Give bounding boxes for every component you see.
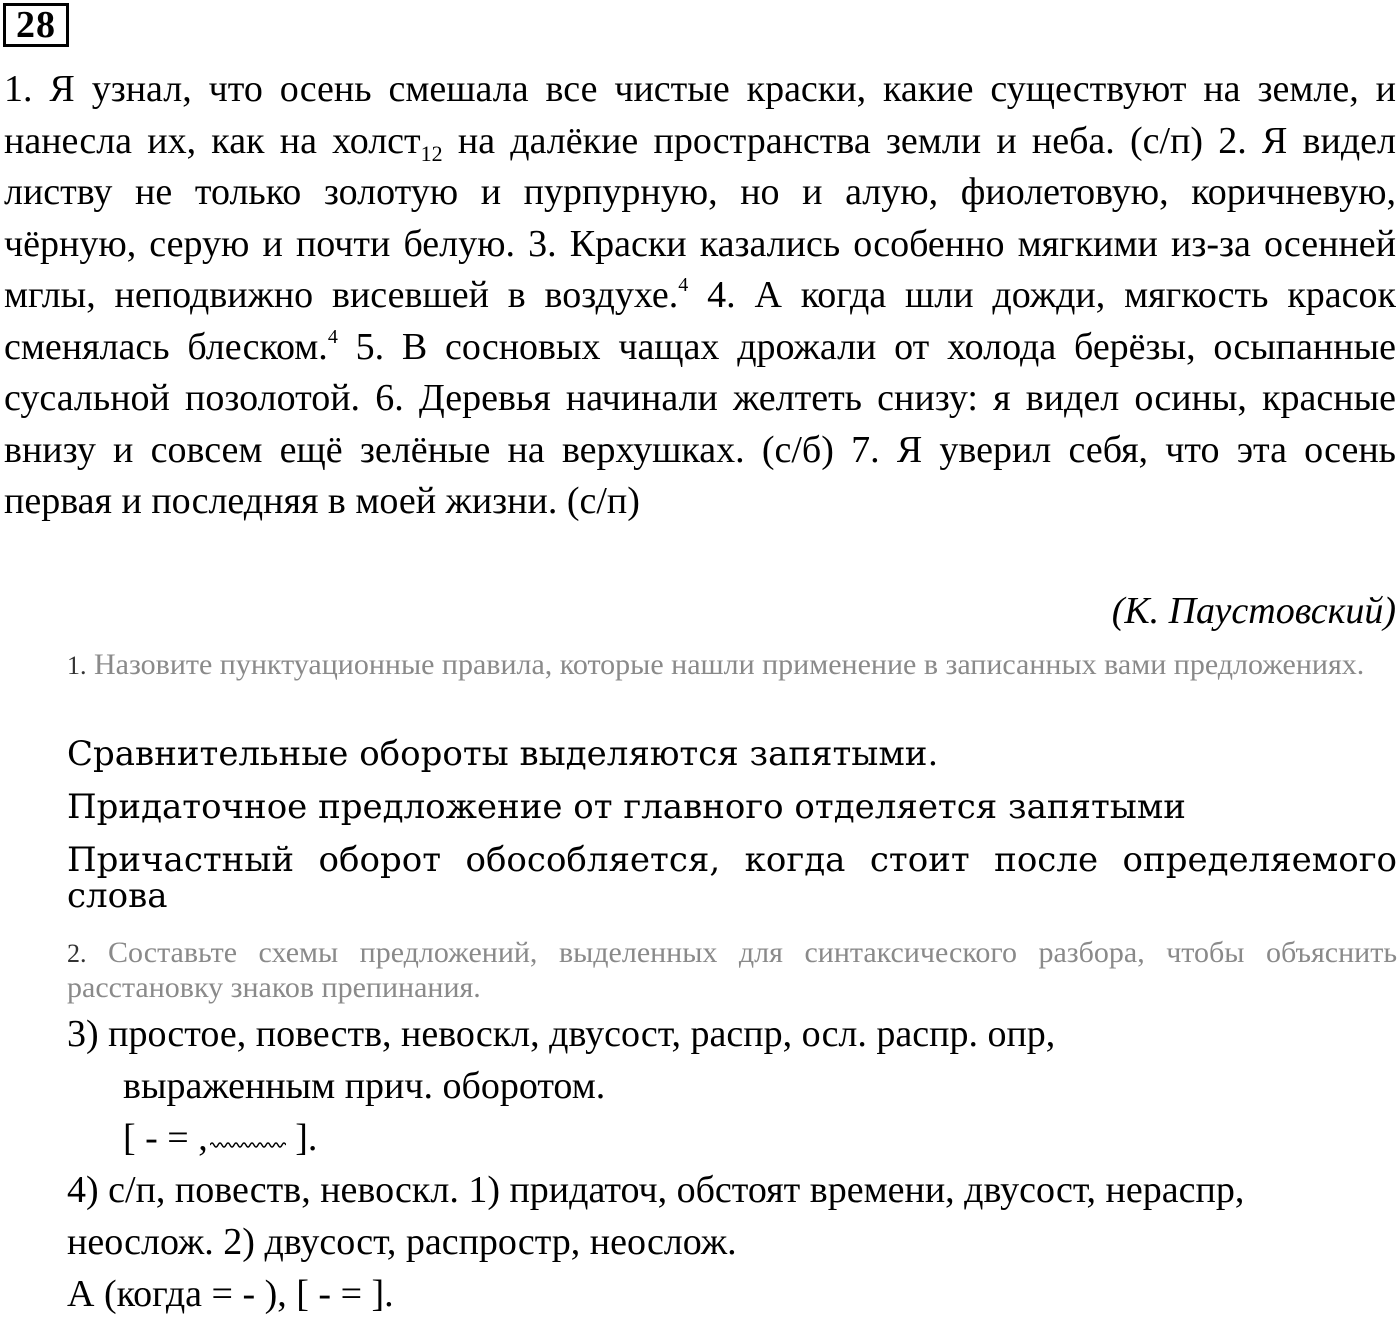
answer-3-line-1: 3) простое, повеств, невоскл, двусост, распр, осл. распр. опр, xyxy=(67,1013,1056,1055)
participle-wavy-underline-icon xyxy=(210,1138,286,1152)
answer-sentence-4 xyxy=(67,1164,1397,1320)
text-part-3: 4. А когда шли дожди, мягкость красок сменялась блеском. xyxy=(4,274,1396,368)
answer-3-line-2: выраженным прич. оборотом. xyxy=(123,1065,606,1107)
answer-rule-1: Сравнительные обороты выделяются запятыми. xyxy=(67,734,939,774)
text-part-1: 1. Я узнал, что осень смешала все чистые краски, какие существуют на земле, и нанесла их, как на холст xyxy=(4,68,1396,162)
answer-4-scheme: А (когда = - ), [ - = ]. xyxy=(67,1273,394,1315)
question-2-text: Составьте схемы предложений, выделенных для синтаксического разбора, чтобы объяснить расстановку знаков препинания. xyxy=(67,936,1397,1004)
answer-rule-3: Причастный оборот обособляется, когда стоит после определяемого слова xyxy=(67,840,1397,916)
scheme-3-end: ]. xyxy=(285,1117,318,1159)
answer-3-scheme xyxy=(67,1112,1397,1164)
answer-sentence-3 xyxy=(67,1008,1397,1164)
answer-rule-2: Придаточное предложение от главного отделяется запятыми xyxy=(67,787,1186,827)
parsing-mark-4: 4 xyxy=(678,274,689,296)
question-2-number: 2. xyxy=(67,939,87,968)
question-2 xyxy=(67,936,1397,1005)
exercise-number-badge: 28 xyxy=(3,3,69,47)
question-1-number: 1. xyxy=(67,651,87,680)
text-part-4: 5. В сосновых чащах дрожали от холода берёзы, осыпанные сусальной позолотой. 6. Деревья начинали желтеть снизу: я видел осины, красные внизу и совсем ещё зелёные на верхушках. (с/б) 7. Я уверил себя, что эта осень первая и последняя в моей жизни. (с/п) xyxy=(4,325,1396,522)
scheme-3-start: [ - = , xyxy=(123,1117,208,1159)
parsing-mark-4-second: 4 xyxy=(327,325,338,348)
question-1-text: Назовите пунктуационные правила, которые нашли применение в записанных вами предложениях. xyxy=(86,648,1365,681)
question-1 xyxy=(67,648,1397,683)
parsing-mark-12: 12 xyxy=(420,140,443,166)
text-part-2: на далёкие пространства земли и неба. (с/п) 2. Я видел листву не только золотую и пурпурную, но и алую, фиолетовую, коричневую, чёрную, серую и почти белую. 3. Краски казались особенно мягкими из-за осенней мглы, неподвижно висевшей в воздухе. xyxy=(4,119,1396,316)
exercise-text xyxy=(4,64,1396,528)
author-name: (К. Паустовский) xyxy=(1111,590,1396,632)
answer-4-line-2: неослож. 2) двусост, распростр, неослож. xyxy=(67,1221,737,1263)
answer-4-line-1: 4) с/п, повеств, невоскл. 1) придаточ, обстоят времени, двусост, нераспр, xyxy=(67,1169,1245,1211)
